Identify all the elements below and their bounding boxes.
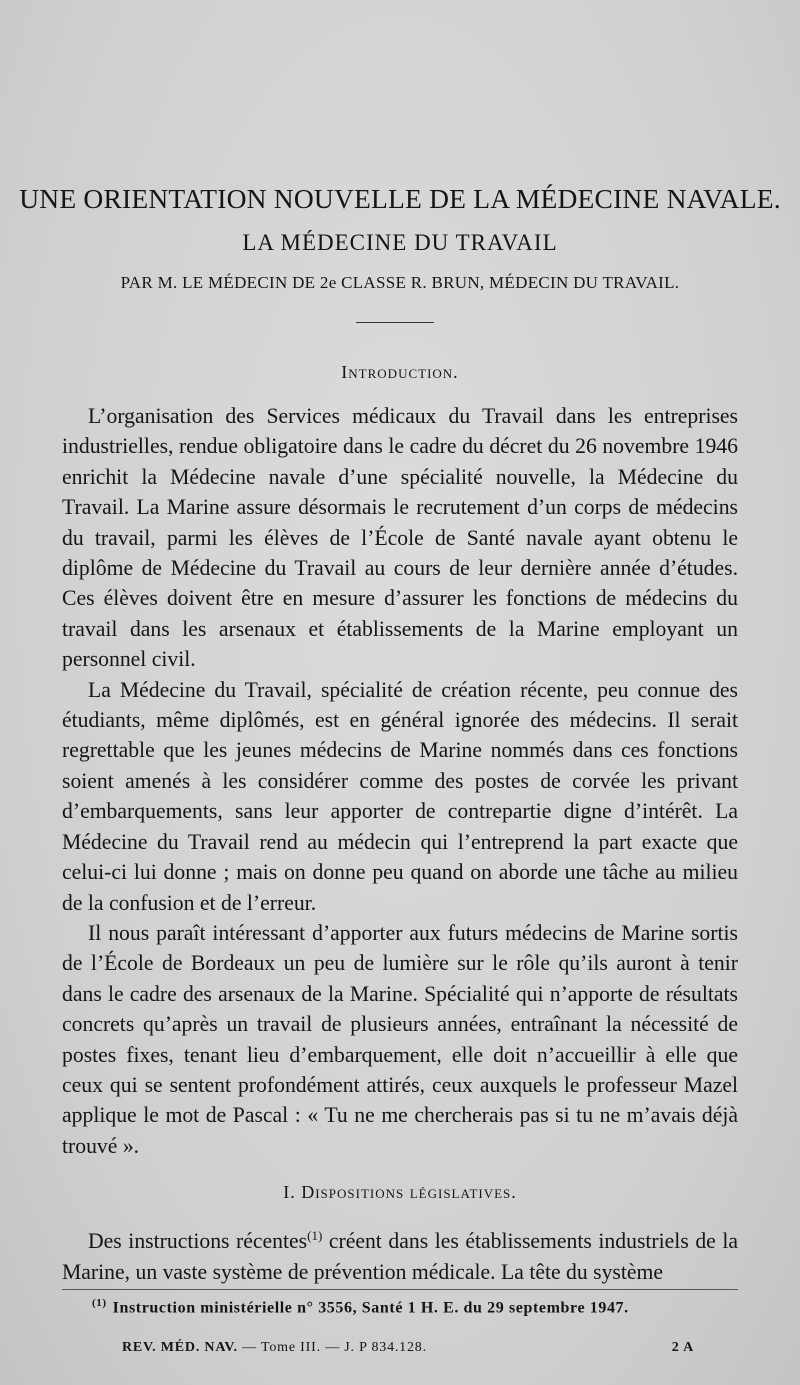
footnote-marker: (1) (92, 1297, 107, 1309)
paragraph: L’organisation des Services médicaux du Travail dans les entreprises industrielles, rendue obligatoire dans le cadre du décret du 26 novembre 1946 enrichit la Médecine navale d’une spécialité nouvelle, la Médecine du Travail. La Marine assure désormais le recrutement d’un corps de médecins du travail, parmi les élèves de l’École de Santé navale ayant obtenu le diplôme de Médecine du Travail au cours de leur dernière année d’études. Ces élèves doivent être en mesure d’assurer les fonctions de médecins du travail dans les arsenaux et établissements de la Marine employant un personnel civil. (62, 404, 738, 672)
author-byline: PAR M. LE MÉDECIN DE 2e CLASSE R. BRUN, MÉDECIN DU TRAVAIL. (120, 273, 680, 292)
section-heading-introduction: Introduction. (341, 362, 459, 382)
paragraph: Il nous paraît intéressant d’apporter aux futurs médecins de Marine sortis de l’École de Bordeaux un peu de lumière sur le rôle qu’ils auront à tenir dans le cadre des arsenaux de la Marine. Spécialité qui n’apporte de résultats concrets qu’après un travail de plusieurs années, entraînant la nécessité de postes fixes, tenant lieu d’embarquement, elle doit n’accueillir à elle que ceux qui se sentent profondément attirés, ceux auxquels le professeur Mazel applique le mot de Pascal : « Tu ne me chercherais pas si tu ne m’avais déjà trouvé ». (62, 920, 738, 1158)
journal-abbreviation: REV. MÉD. NAV. (122, 1340, 238, 1355)
article-subtitle: LA MÉDECINE DU TRAVAIL (242, 230, 558, 255)
article-title: UNE ORIENTATION NOUVELLE DE LA MÉDECINE NAVALE. (19, 183, 781, 214)
introduction-body (62, 401, 738, 1161)
footnote-divider (62, 1289, 738, 1290)
footnote-text: Instruction ministérielle n° 3556, Santé 1 H. E. du 29 septembre 1947. (112, 1299, 629, 1317)
footnote (92, 1297, 732, 1317)
paragraph-text: Des instructions récentes (88, 1229, 308, 1254)
dispositions-body (62, 1221, 738, 1287)
printer-signature: 2 A (671, 1340, 694, 1355)
section-heading-dispositions: I. Dispositions législatives. (283, 1182, 517, 1202)
footnote-reference: (1) (307, 1228, 323, 1243)
paragraph: La Médecine du Travail, spécialité de création récente, peu connue des étudiants, même diplômés, est en général ignorée des médecins. Il serait regrettable que les jeunes médecins de Marine nommés dans ces fonctions soient amenés à les considérer comme des postes de corvée les privant d’embarquements, sans leur apporter de contrepartie digne d’intérêt. La Médecine du Travail rend au médecin qui l’entreprend la part exacte que celui-ci lui donne ; mais on donne peu quand on aborde une tâche au milieu de la confusion et de l’erreur. (62, 677, 738, 915)
paragraph-text: créent dans les établissements industriels de la Marine, un vaste système de prévention médicale. La tête du système (62, 1229, 739, 1284)
volume-info: — Tome III. — J. P 834.128. (242, 1340, 427, 1355)
running-footer (122, 1340, 722, 1356)
paragraph (62, 1221, 738, 1287)
title-divider (356, 322, 434, 323)
